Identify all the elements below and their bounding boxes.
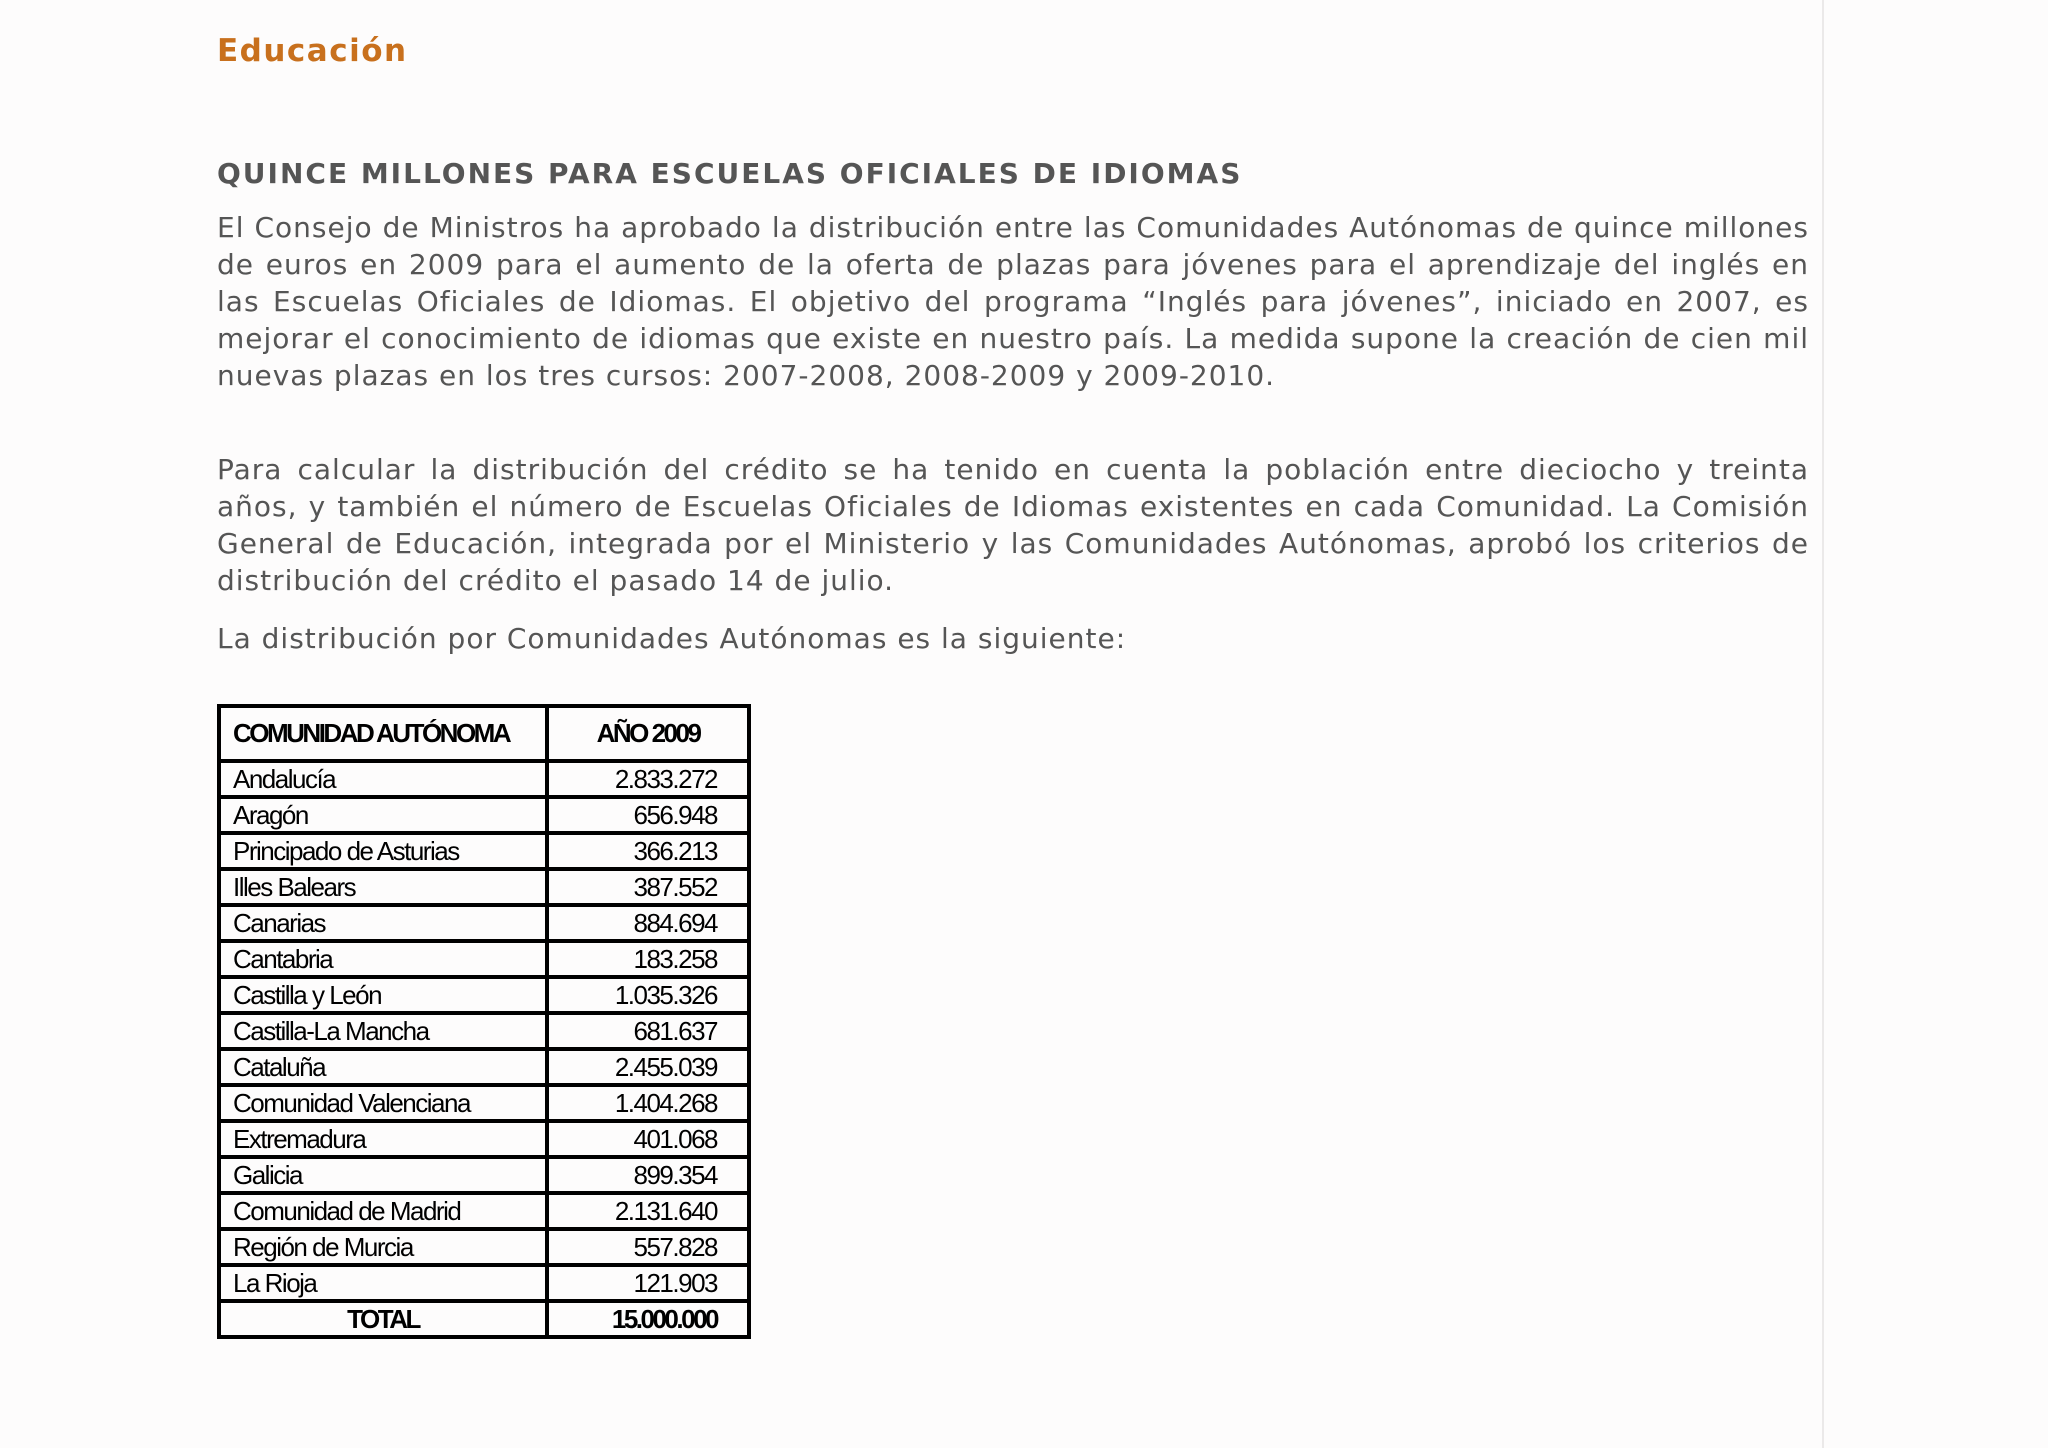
table-row — [219, 761, 749, 797]
article-headline: QUINCE MILLONES PARA ESCUELAS OFICIALES DE IDIOMAS — [217, 157, 1243, 190]
community-amount: 2.833.272 — [547, 761, 749, 797]
table-row — [219, 1265, 749, 1301]
table-row — [219, 833, 749, 869]
article-paragraph: Para calcular la distribución del crédito se ha tenido en cuenta la población entre dieciocho y treinta años, y también el número de Escuelas Oficiales de Idiomas existentes en cada Comunidad. La Comisión General de Educación, integrada por el Ministerio y las Comunidades Autónomas, aprobó los criterios de distribución del crédito el pasado 14 de julio. — [217, 453, 1809, 597]
table-row — [219, 1085, 749, 1121]
community-name: Castilla-La Mancha — [219, 1013, 547, 1049]
community-amount: 899.354 — [547, 1157, 749, 1193]
table-row — [219, 869, 749, 905]
community-name: Illes Balears — [219, 869, 547, 905]
table-total-row — [219, 1301, 749, 1337]
article-paragraph: La distribución por Comunidades Autónomas es la siguiente: — [217, 622, 1127, 655]
community-amount: 884.694 — [547, 905, 749, 941]
article-paragraph: El Consejo de Ministros ha aprobado la distribución entre las Comunidades Autónomas de quince millones de euros en 2009 para el aumento de la oferta de plazas para jóvenes para el aprendizaje del inglés en las Escuelas Oficiales de Idiomas. El objetivo del programa “Inglés para jóvenes”, iniciado en 2007, es mejorar el conocimiento de idiomas que existe en nuestro país. La medida supone la creación de cien mil nuevas plazas en los tres cursos: 2007-2008, 2008-2009 y 2009-2010. — [217, 211, 1809, 392]
community-amount: 1.404.268 — [547, 1085, 749, 1121]
community-amount: 121.903 — [547, 1265, 749, 1301]
table-row — [219, 905, 749, 941]
community-name: Región de Murcia — [219, 1229, 547, 1265]
community-amount: 183.258 — [547, 941, 749, 977]
community-amount: 681.637 — [547, 1013, 749, 1049]
right-column-divider — [1822, 0, 1824, 1448]
community-name: La Rioja — [219, 1265, 547, 1301]
table-row — [219, 1049, 749, 1085]
community-name: Principado de Asturias — [219, 833, 547, 869]
table-row — [219, 1157, 749, 1193]
distribution-table — [217, 704, 751, 1339]
community-name: Galicia — [219, 1157, 547, 1193]
community-name: Extremadura — [219, 1121, 547, 1157]
community-amount: 387.552 — [547, 869, 749, 905]
table-row — [219, 977, 749, 1013]
community-name: Comunidad de Madrid — [219, 1193, 547, 1229]
community-amount: 656.948 — [547, 797, 749, 833]
community-name: Cataluña — [219, 1049, 547, 1085]
table-row — [219, 941, 749, 977]
community-amount: 1.035.326 — [547, 977, 749, 1013]
community-name: Cantabria — [219, 941, 547, 977]
community-name: Castilla y León — [219, 977, 547, 1013]
community-name: Canarias — [219, 905, 547, 941]
community-amount: 366.213 — [547, 833, 749, 869]
column-header-year: AÑO 2009 — [547, 706, 749, 761]
section-title: Educación — [217, 33, 408, 69]
table-row — [219, 1229, 749, 1265]
community-amount: 2.131.640 — [547, 1193, 749, 1229]
column-header-community: COMUNIDAD AUTÓNOMA — [219, 706, 547, 761]
community-amount: 2.455.039 — [547, 1049, 749, 1085]
community-name: Comunidad Valenciana — [219, 1085, 547, 1121]
total-label: TOTAL — [219, 1301, 547, 1337]
table-row — [219, 1121, 749, 1157]
community-name: Andalucía — [219, 761, 547, 797]
table-row — [219, 1193, 749, 1229]
community-amount: 557.828 — [547, 1229, 749, 1265]
community-name: Aragón — [219, 797, 547, 833]
table-row — [219, 1013, 749, 1049]
table-row — [219, 797, 749, 833]
table-header-row — [219, 706, 749, 761]
total-amount: 15.000.000 — [547, 1301, 749, 1337]
community-amount: 401.068 — [547, 1121, 749, 1157]
